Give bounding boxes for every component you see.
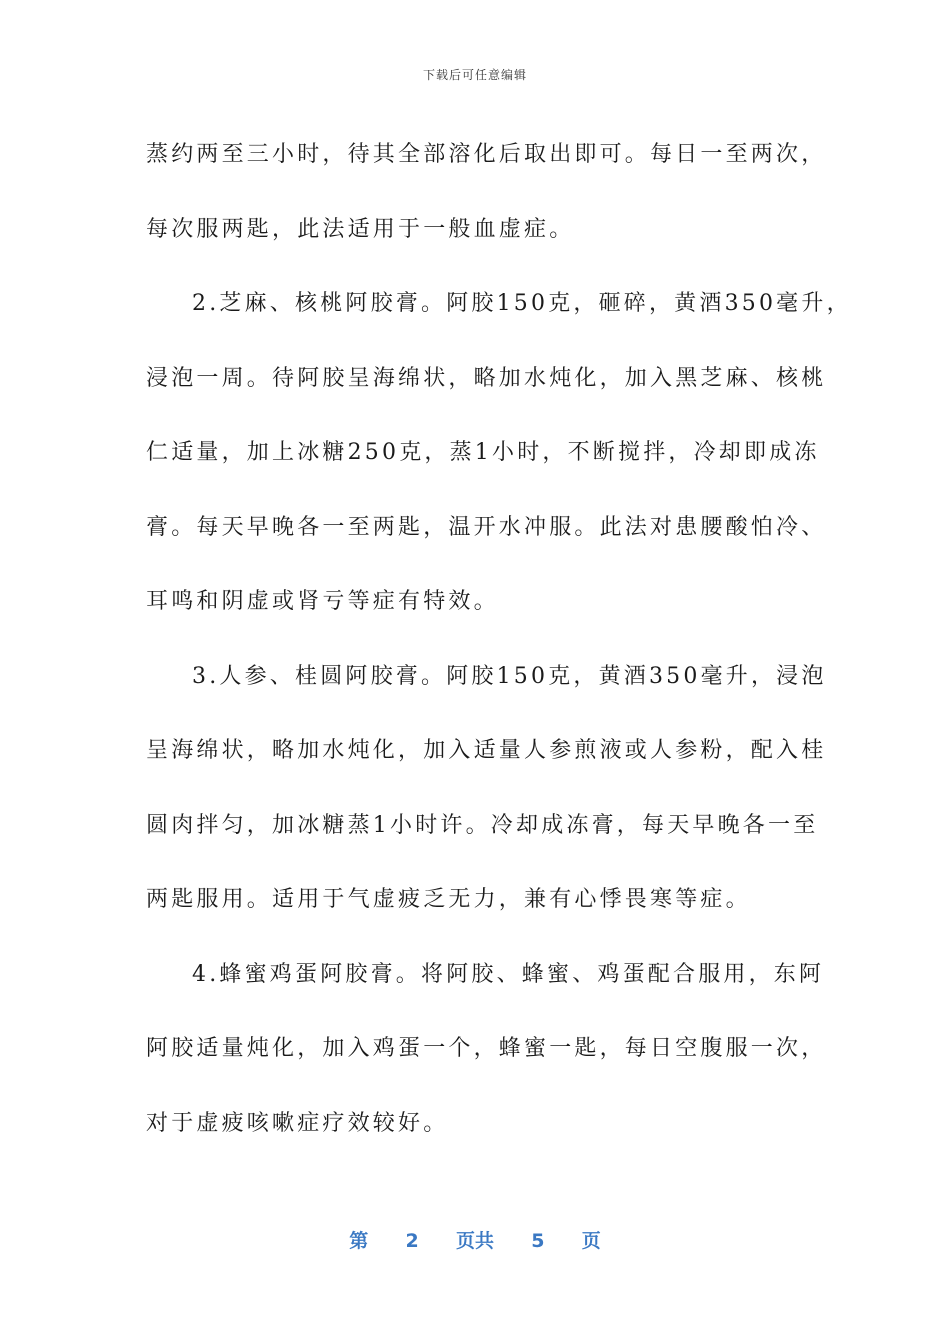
recipe-3-heading-line: 3.人参、桂圆阿胶膏。阿胶150克，黄酒350毫升，浸泡: [192, 663, 827, 689]
recipe-2-heading-line: 2.芝麻、核桃阿胶膏。阿胶150克，砸碎，黄酒350毫升，: [192, 291, 852, 316]
document-body: [146, 118, 852, 1161]
text-line: 膏。每天早晚各一至两匙，温开水冲服。此法对患腰酸怕冷、: [146, 514, 827, 540]
footer-page-number: 2: [405, 1230, 419, 1252]
footer-suffix: 页: [581, 1230, 601, 1252]
page-footer: [0, 1226, 950, 1253]
text-line: 对于虚疲咳嗽症疗效较好。: [146, 1110, 449, 1136]
text-line: 耳鸣和阴虚或肾亏等症有特效。: [146, 589, 499, 614]
footer-middle: 页共: [455, 1230, 494, 1252]
footer-total-pages: 5: [531, 1230, 545, 1252]
text-line: 两匙服用。适用于气虚疲乏无力，兼有心悸畏寒等症。: [146, 887, 751, 912]
header-note: 下载后可任意编辑: [422, 68, 527, 82]
recipe-4-heading-line: 4.蜂蜜鸡蛋阿胶膏。将阿胶、蜂蜜、鸡蛋配合服用，东阿: [192, 961, 825, 987]
text-line: 仁适量，加上冰糖250克，蒸1小时，不断搅拌，冷却即成冻: [146, 440, 820, 465]
footer-prefix: 第: [349, 1230, 369, 1252]
text-line: 蒸约两至三小时，待其全部溶化后取出即可。每日一至两次，: [146, 142, 827, 167]
text-line: 每次服两匙，此法适用于一般血虚症。: [146, 216, 575, 242]
text-line: 圆肉拌匀，加冰糖蒸1小时许。冷却成冻膏，每天早晚各一至: [146, 812, 819, 838]
text-line: 呈海绵状，略加水炖化，加入适量人参煎液或人参粉，配入桂: [146, 738, 827, 763]
text-line: 浸泡一周。待阿胶呈海绵状，略加水炖化，加入黑芝麻、核桃: [146, 365, 827, 391]
text-line: 阿胶适量炖化，加入鸡蛋一个，蜂蜜一匙，每日空腹服一次，: [146, 1036, 827, 1061]
